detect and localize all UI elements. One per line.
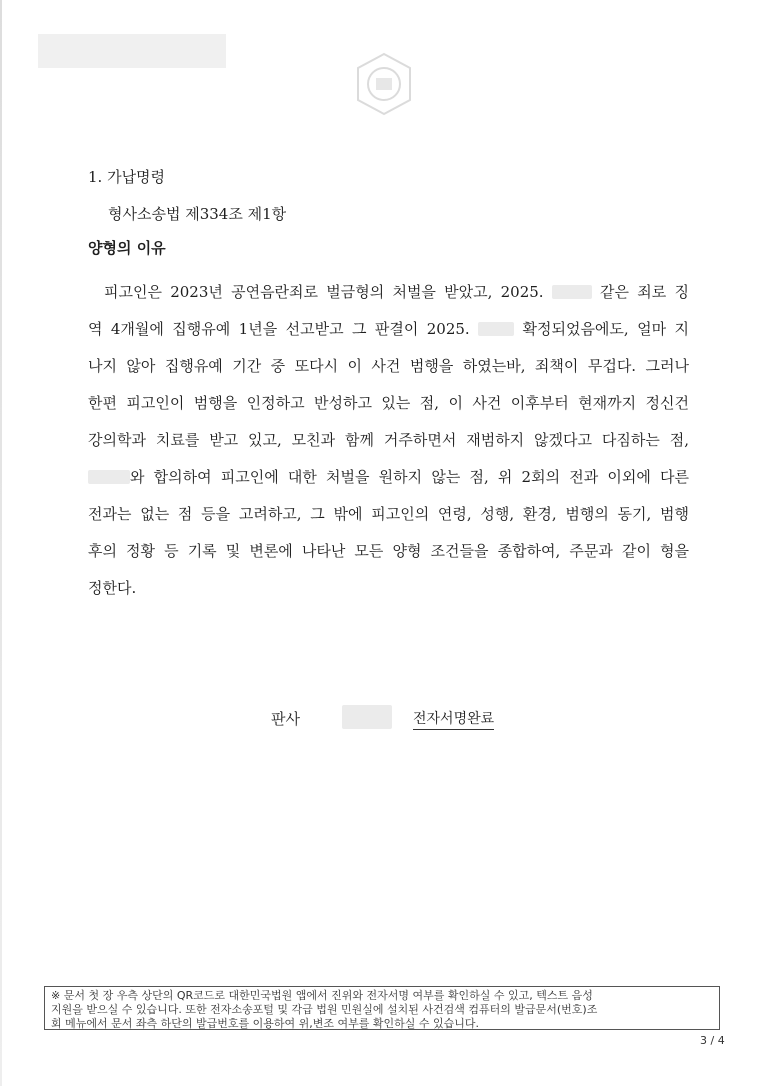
notice-line: 회 메뉴에서 문서 좌측 하단의 발급번호를 이용하여 위,변조 여부를 확인하실 수 있습니다. [51, 1017, 479, 1030]
reason-line: 나지 않아 집행유예 기간 중 또다시 이 사건 범행을 하였는바, 죄책이 무겁다. 그러나 [88, 357, 689, 375]
redacted-date [478, 322, 514, 336]
notice-line: 지원을 받으실 수 있습니다. 또한 전자소송포털 및 각급 법원 민원실에 설치된 사건검색 컴퓨터의 발급문서(번호)조 [51, 1003, 598, 1016]
reason-line: 와 합의하여 피고인에 대한 처벌을 원하지 않는 점, 위 2회의 전과 이외에 다른 [88, 466, 689, 487]
court-seal-icon [352, 52, 416, 118]
judge-label: 판사 [271, 710, 300, 728]
reason-line: 한편 피고인이 범행을 인정하고 반성하고 있는 점, 이 사건 이후부터 현재까지 정신건 [88, 394, 689, 412]
redacted-date [552, 285, 592, 299]
reason-heading: 양형의 이유 [88, 239, 166, 257]
page-edge [0, 0, 2, 1086]
reason-line: 강의학과 치료를 받고 있고, 모친과 함께 거주하면서 재범하지 않겠다고 다짐하는 점, [88, 431, 689, 449]
reason-line: 후의 정황 등 기록 및 변론에 나타난 모든 양형 조건들을 종합하여, 주문과 같이 형을 [88, 542, 689, 560]
page-number: 3 / 4 [700, 1034, 725, 1047]
section-item: 1. 가납명령 [88, 168, 166, 186]
notice-line: ※ 문서 첫 장 우측 상단의 QR코드로 대한민국법원 앱에서 진위와 전자서명 여부를 확인하실 수 있고, 텍스트 음성 [51, 989, 593, 1002]
reason-line: 피고인은 2023년 공연음란죄로 벌금형의 처벌을 받았고, 2025. 같은 죄로 징 [104, 283, 689, 301]
redacted-header-area [38, 34, 226, 68]
reason-line: 정한다. [88, 579, 137, 597]
redacted-name [88, 470, 130, 484]
esign-status: 전자서명완료 [413, 708, 494, 730]
redacted-judge-name [342, 705, 392, 729]
legal-basis: 형사소송법 제334조 제1항 [108, 205, 287, 223]
reason-line: 역 4개월에 집행유예 1년을 선고받고 그 판결이 2025. 확정되었음에도, 얼마 지 [88, 320, 689, 338]
verification-notice [44, 986, 720, 1030]
reason-line: 전과는 없는 점 등을 고려하고, 그 밖에 피고인의 연령, 성행, 환경, 범행의 동기, 범행 [88, 505, 689, 523]
